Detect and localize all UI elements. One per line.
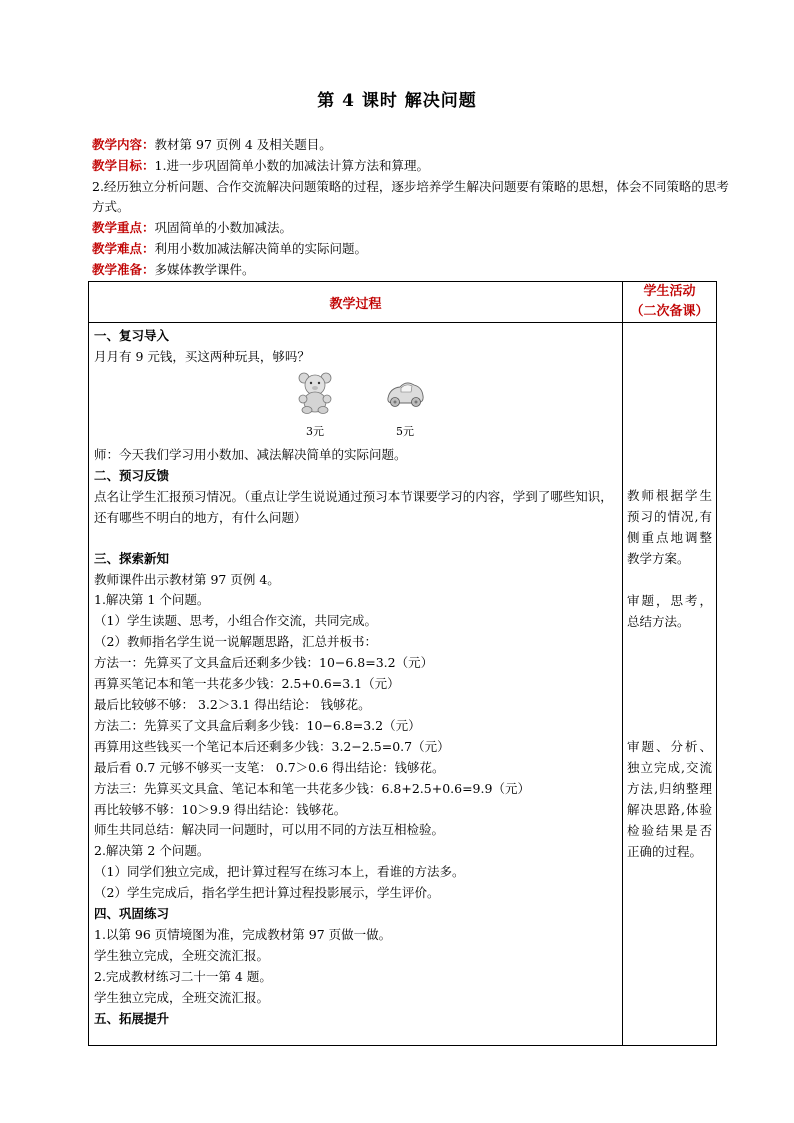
teddy-bear-icon [295, 370, 335, 414]
meta-key-text: 巩固简单的小数加减法。 [154, 220, 293, 236]
text-line: 点名让学生汇报预习情况。（重点让学生说说通过预习本节课要学习的内容，学到了哪些知识，还有哪些不明白的地方，有什么问题） [94, 488, 613, 525]
meta-key-label: 教学重点： [92, 220, 155, 236]
header-side-line-2: （二次备课） [630, 304, 709, 319]
meta-goal [92, 156, 732, 177]
toy-car [380, 370, 430, 443]
meta-goal-label: 教学目标： [92, 157, 155, 173]
meta-difficulty [92, 239, 732, 260]
text-line: （2）教师指名学生说一说解题思路，汇总并板书： [94, 634, 377, 650]
meta-goal-2: 2.经历独立分析问题、合作交流解决问题策略的过程，逐步培养学生解决问题要有策略的思想，体会不同策略的思考方式。 [92, 178, 729, 215]
lesson-plan-table [88, 281, 717, 1046]
section-heading-extension: 五、拓展提升 [94, 1010, 170, 1026]
section-heading-preview: 二、预习反馈 [94, 467, 170, 483]
side-note-practice: 审题、分析、独立完成,交流方法,归纳整理解决思路,体验检验结果是否正确的过程。 [627, 739, 712, 859]
text-line: 1.解决第 1 个问题。 [94, 592, 210, 608]
header-side-line-1: 学生活动 [643, 284, 696, 299]
text-line: 2.完成教材练习二十一第 4 题。 [94, 968, 272, 984]
text-line: 师生共同总结：解决同一问题时，可以用不同的方法互相检验。 [94, 822, 445, 838]
text-line: 最后比较够不够： 3.2＞3.1 得出结论： 钱够花。 [94, 696, 371, 712]
header-teaching-process: 教学过程 [89, 282, 623, 323]
teaching-process-cell [89, 323, 623, 1046]
section-heading-review: 一、复习导入 [94, 328, 170, 343]
meta-prep-label: 教学准备： [92, 261, 155, 277]
car-price-label: 5元 [396, 424, 414, 438]
student-activity-cell [623, 323, 717, 1046]
meta-content-text: 教材第 97 页例 4 及相关题目。 [154, 137, 332, 152]
text-line: （2）学生完成后，指名学生把计算过程投影展示，学生评价。 [94, 885, 440, 901]
text-line: 月月有 9 元钱，买这两种玩具，够吗？ [94, 348, 310, 364]
text-line: （1）学生读题、思考，小组合作交流，共同完成。 [94, 613, 377, 629]
toy-car-icon [384, 370, 426, 414]
meta-prep [92, 260, 732, 281]
text-line: 再算买笔记本和笔一共花多少钱：2.5+0.6=3.1（元） [94, 676, 400, 692]
text-line: 再算用这些钱买一个笔记本后还剩多少钱：3.2−2.5=0.7（元） [94, 738, 450, 754]
text-line: 方法三：先算买文具盒、笔记本和笔一共花多少钱：6.8+2.5+0.6=9.9（元） [94, 780, 530, 796]
text-line: 2.解决第 2 个问题。 [94, 843, 210, 859]
text-line: 教师课件出示教材第 97 页例 4。 [94, 571, 280, 587]
text-line: 再比较够不够：10＞9.9 得出结论：钱够花。 [94, 801, 347, 817]
text-line: 方法二：先算买了文具盒后剩多少钱：10−6.8=3.2（元） [94, 717, 421, 733]
teddy-bear-toy [290, 370, 340, 443]
meta-prep-text: 多媒体教学课件。 [154, 261, 255, 277]
page-title: 第 4 课时 解决问题 [317, 91, 477, 111]
side-note-preview: 教师根据学生预习的情况,有侧重点地调整教学方案。 [627, 488, 712, 566]
toy-illustration [94, 368, 617, 445]
section-heading-practice: 四、巩固练习 [94, 906, 170, 922]
text-line: 学生独立完成，全班交流汇报。 [94, 989, 270, 1005]
text-line: 1.以第 96 页情境图为准，完成教材第 97 页做一做。 [94, 926, 392, 942]
text-line: 师：今天我们学习用小数加、减法解决简单的实际问题。 [94, 446, 407, 462]
bear-price-label: 3元 [306, 424, 324, 438]
meta-difficulty-text: 利用小数加减法解决简单的实际问题。 [154, 240, 368, 256]
text-line: 最后看 0.7 元够不够买一支笔： 0.7＞0.6 得出结论：钱够花。 [94, 759, 445, 775]
header-student-activity [623, 282, 717, 323]
meta-content [92, 135, 732, 156]
side-note-explore: 审题，思考，总结方法。 [627, 592, 712, 629]
section-heading-explore: 三、探索新知 [94, 550, 170, 566]
text-line: 方法一：先算买了文具盒后还剩多少钱：10−6.8=3.2（元） [94, 655, 434, 671]
meta-difficulty-label: 教学难点： [92, 240, 155, 256]
lesson-meta [92, 135, 732, 281]
text-line: （1）同学们独立完成，把计算过程写在练习本上，看谁的方法多。 [94, 864, 465, 880]
table-header-row [89, 282, 717, 323]
meta-goal-text-1: 1.进一步巩固简单小数的加减法计算方法和算理。 [154, 157, 429, 173]
meta-key [92, 218, 732, 239]
text-line: 学生独立完成，全班交流汇报。 [94, 947, 270, 963]
table-body-row [89, 323, 717, 1046]
meta-content-label: 教学内容： [92, 137, 155, 152]
